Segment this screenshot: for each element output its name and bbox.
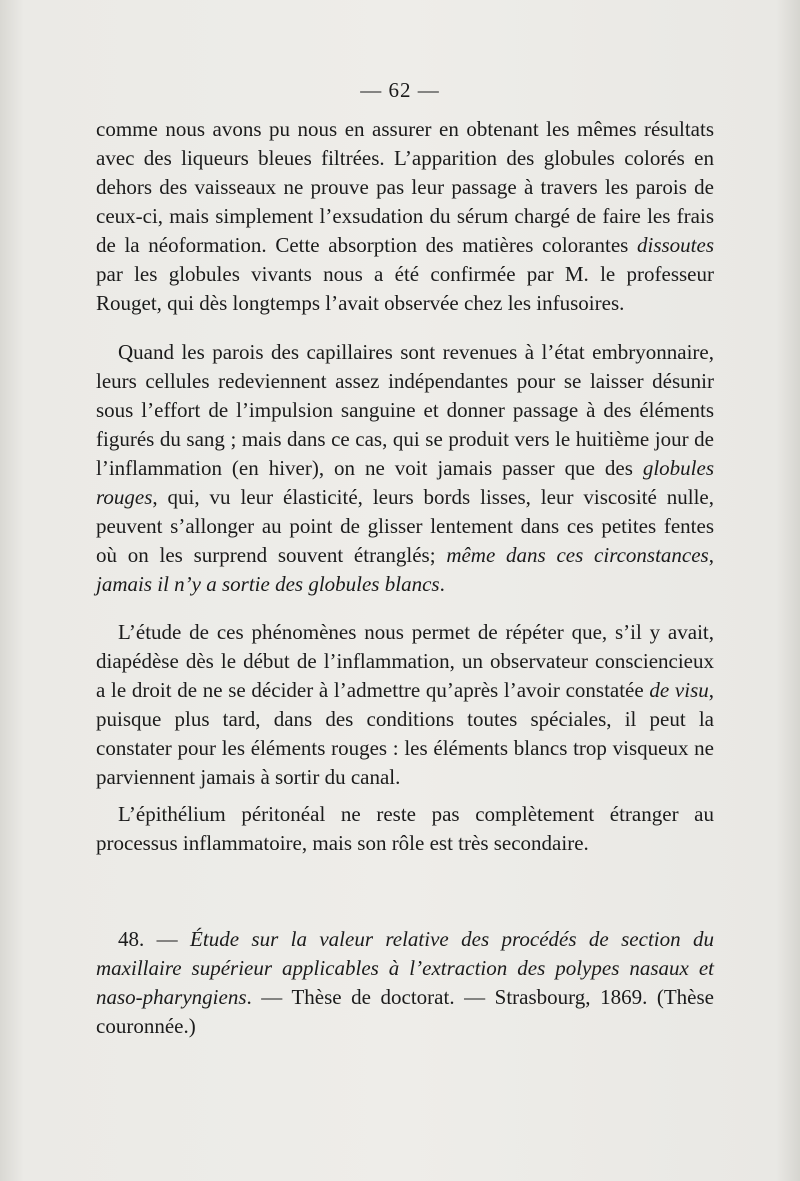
p2-italic-circonstances: même dans ces circonstances xyxy=(446,543,709,567)
p2-italic-globules-blancs: jamais il n’y a sortie des globules blancs xyxy=(96,572,440,596)
bibliography-entry-48 xyxy=(96,925,714,1041)
p1-italic-dissoutes: dissoutes xyxy=(636,233,714,257)
p3-italic-de-visu: de visu xyxy=(649,678,709,702)
p5-entry-number: 48. — xyxy=(118,927,191,951)
p2-text-g: . xyxy=(439,572,445,596)
p2-italic-globules-rouges: globules rouges xyxy=(96,456,714,509)
p5-italic-title: Étude sur la valeur relative des procédés de section du maxillaire supérieur applicables à l’extraction des polypes nasaux et naso-pharyngiens xyxy=(96,927,715,1009)
paragraph-4 xyxy=(96,800,714,858)
p1-text-a: comme nous avons pu nous en assurer en obtenant les mêmes résultats avec des liqueurs bleues filtrées. L’apparition des globules colorés en dehors des vaisseaux ne prouve pas leur passage à travers les parois de ceux-ci, mais simplement l’exsudation du sérum chargé de faire les frais de la néoformation. Cette absorption des matières colorantes xyxy=(96,117,714,257)
p2-text-a: Quand les parois des capillaires sont revenues à l’état embryonnaire, leurs cellules redeviennent assez indépendantes pour se laisser désunir sous l’effort de l’impulsion sanguine et donner passage à des éléments figurés du sang ; mais dans ce cas, qui se produit vers le huitième jour de l’inflammation (en hiver), on ne voit jamais passer que des xyxy=(96,340,714,480)
p1-text-c: par les globules vivants nous a été confirmée par M. le professeur Rouget, qui dès longtemps l’avait observée chez les infusoires. xyxy=(96,262,714,315)
paragraph-1 xyxy=(96,115,714,318)
paragraph-3 xyxy=(96,618,714,792)
p4-text-a: L’épithélium péritonéal ne reste pas complètement étranger au processus inflammatoire, mais son rôle est très secondaire. xyxy=(96,802,714,855)
p5-text-c: . — Thèse de doctorat. — Strasbourg, 1869. (Thèse couronnée.) xyxy=(96,985,714,1038)
p2-text-e: , xyxy=(708,543,714,567)
p3-text-c: , puisque plus tard, dans des conditions toutes spéciales, il peut la constater pour les éléments rouges : les éléments blancs trop visqueux ne parviennent jamais à sortir du canal. xyxy=(96,678,714,789)
page-number: — 62 — xyxy=(360,78,440,102)
paragraph-2 xyxy=(96,338,714,599)
p2-text-c: , qui, vu leur élasticité, leurs bords lisses, leur viscosité nulle, peuvent s’allonger au point de glisser lentement dans ces petites fentes où on les surprend souvent étranglés; xyxy=(96,485,714,567)
p3-text-a: L’étude de ces phénomènes nous permet de répéter que, s’il y avait, diapédèse dès le début de l’inflammation, un observateur consciencieux a le droit de ne se décider à l’admettre qu’après l’avoir constatée xyxy=(96,620,714,702)
